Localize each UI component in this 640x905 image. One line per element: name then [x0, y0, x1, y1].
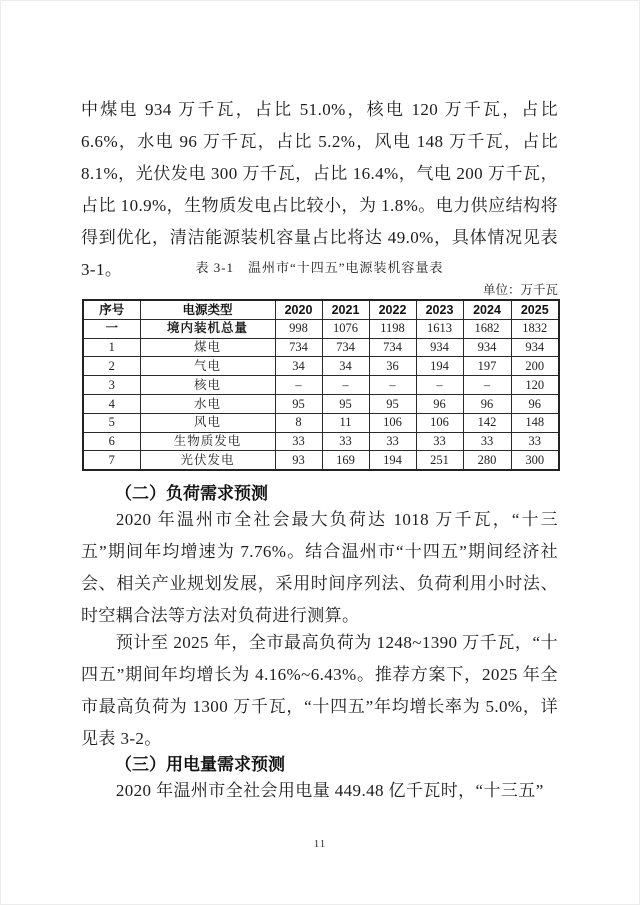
table-cell-source-type: 气电: [140, 357, 275, 376]
table-cell-value: 33: [322, 432, 369, 451]
table-cell-value: –: [463, 376, 511, 395]
table-row: [83, 319, 559, 338]
paragraph-load-history: 2020 年温州市全社会最大负荷达 1018 万千瓦，“十三五”期间年均增速为 7.76%。结合温州市“十四五”期间经济社会、相关产业规划发展，采用时间序列法、负荷利用小时法、时空耦合法等方法对负荷进行测算。: [81, 510, 558, 625]
table-cell-value: 96: [463, 394, 511, 413]
table-cell-value: 734: [275, 338, 322, 357]
capacity-table: [82, 299, 560, 471]
table-header-cell: 序号: [83, 300, 140, 319]
table-cell-value: 734: [322, 338, 369, 357]
table-cell-value: 33: [463, 432, 511, 451]
table-cell-source-type: 煤电: [140, 338, 275, 357]
table-cell-value: 33: [511, 432, 559, 451]
table-cell-source-type: 核电: [140, 376, 275, 395]
table-cell-value: –: [275, 376, 322, 395]
table-cell-value: 8: [275, 413, 322, 432]
table-cell-value: 280: [463, 451, 511, 470]
table-cell-value: 194: [369, 451, 416, 470]
table-cell-index: 7: [83, 451, 140, 470]
table-header-cell: 2022: [369, 300, 416, 319]
table-cell-value: 95: [322, 394, 369, 413]
table-cell-source-type: 水电: [140, 394, 275, 413]
table-row: [83, 338, 559, 357]
table-cell-value: –: [369, 376, 416, 395]
table-cell-index: 3: [83, 376, 140, 395]
table-cell-value: 96: [416, 394, 463, 413]
table-row: [83, 394, 559, 413]
table-cell-source-type: 生物质发电: [140, 432, 275, 451]
capacity-table-body: [83, 319, 559, 470]
table-header-cell: 2024: [463, 300, 511, 319]
table-cell-value: 93: [275, 451, 322, 470]
table-cell-value: 1682: [463, 319, 511, 338]
table-cell-value: 200: [511, 357, 559, 376]
table-cell-value: 1613: [416, 319, 463, 338]
table-cell-value: 1832: [511, 319, 559, 338]
table-cell-value: 106: [416, 413, 463, 432]
table-header-cell: 2025: [511, 300, 559, 319]
table-cell-source-type: 风电: [140, 413, 275, 432]
table-cell-value: 934: [511, 338, 559, 357]
table-cell-value: 33: [369, 432, 416, 451]
table-caption: 表 3-1 温州市“十四五”电源装机容量表: [195, 260, 444, 275]
paragraph-load-projection: 预计至 2025 年，全市最高负荷为 1248~1390 万千瓦，“十四五”期间年均增长为 4.16%~6.43%。推荐方案下，2025 年全市最高负荷为 1300 万千瓦，“十四五”年均增长率为 5.0%，详见表 3-2。: [81, 633, 558, 748]
table-cell-index: 6: [83, 432, 140, 451]
table-cell-value: 934: [416, 338, 463, 357]
table-row: [83, 432, 559, 451]
table-cell-value: 96: [511, 394, 559, 413]
table-cell-value: 1198: [369, 319, 416, 338]
table-cell-value: 33: [275, 432, 322, 451]
table-cell-value: 106: [369, 413, 416, 432]
table-cell-value: 142: [463, 413, 511, 432]
table-header-cell: 电源类型: [140, 300, 275, 319]
paragraph-electricity-consumption: 2020 年温州市全社会用电量 449.48 亿千瓦时，“十三五”: [115, 781, 544, 800]
table-cell-value: 34: [322, 357, 369, 376]
table-row: [83, 451, 559, 470]
table-cell-value: 11: [322, 413, 369, 432]
table-cell-value: 194: [416, 357, 463, 376]
table-cell-index: 一: [83, 319, 140, 338]
table-unit-label: 单位：万千瓦: [482, 283, 558, 297]
table-cell-source-type: 光伏发电: [140, 451, 275, 470]
table-cell-value: 148: [511, 413, 559, 432]
table-cell-value: 934: [463, 338, 511, 357]
table-cell-value: 95: [275, 394, 322, 413]
table-cell-index: 2: [83, 357, 140, 376]
table-cell-value: 734: [369, 338, 416, 357]
capacity-table-head: [83, 300, 559, 319]
table-cell-value: 34: [275, 357, 322, 376]
table-cell-source-type: 境内装机总量: [140, 319, 275, 338]
table-row: [83, 357, 559, 376]
table-cell-value: –: [322, 376, 369, 395]
table-cell-value: 120: [511, 376, 559, 395]
table-header-cell: 2020: [275, 300, 322, 319]
table-cell-value: 998: [275, 319, 322, 338]
table-cell-value: 95: [369, 394, 416, 413]
table-header-cell: 2021: [322, 300, 369, 319]
table-cell-index: 1: [83, 338, 140, 357]
paragraph-supply-structure: 中煤电 934 万千瓦，占比 51.0%，核电 120 万千瓦，占比 6.6%，水电 96 万千瓦，占比 5.2%，风电 148 万千瓦，占比 8.1%，光伏发电 300 万千瓦，占比 16.4%，气电 200 万千瓦，占比 10.9%，生物质发电占比较小，为 1.8%。电力供应结构将得到优化，清洁能源装机容量占比将达 49.0%，具体情况见表 3-1。: [81, 100, 558, 279]
table-row: [83, 376, 559, 395]
table-cell-value: 251: [416, 451, 463, 470]
section-heading-load-forecast: （二）负荷需求预测: [115, 484, 268, 503]
table-cell-value: –: [416, 376, 463, 395]
table-header-row: [83, 300, 559, 319]
page-number: 11: [313, 838, 327, 850]
table-row: [83, 413, 559, 432]
table-header-cell: 2023: [416, 300, 463, 319]
table-cell-value: 36: [369, 357, 416, 376]
table-cell-value: 197: [463, 357, 511, 376]
table-cell-value: 169: [322, 451, 369, 470]
table-cell-index: 4: [83, 394, 140, 413]
section-heading-electricity-demand: （三）用电量需求预测: [115, 755, 285, 774]
table-cell-value: 300: [511, 451, 559, 470]
table-cell-index: 5: [83, 413, 140, 432]
table-cell-value: 1076: [322, 319, 369, 338]
table-cell-value: 33: [416, 432, 463, 451]
